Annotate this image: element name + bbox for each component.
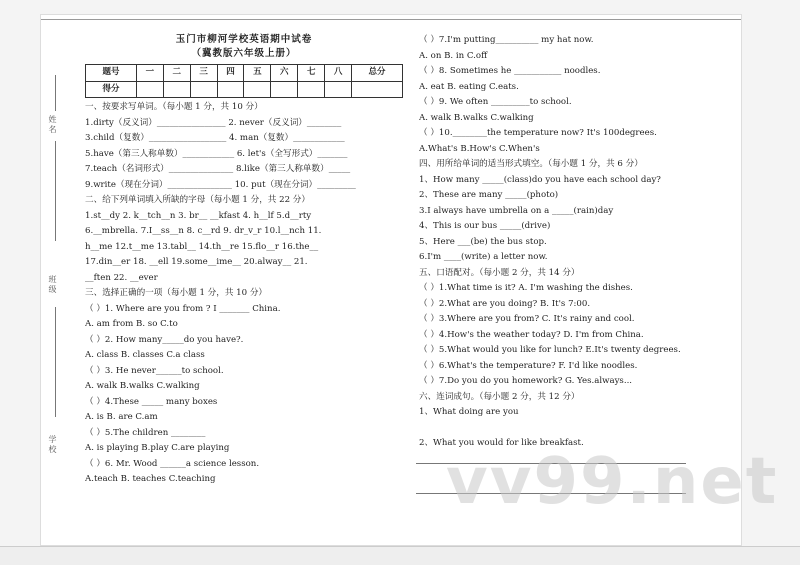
question-line: 6.__mbrella. 7.I__ss__n 8. c__rd 9. dr_v_r 10.l__nch 11.	[85, 226, 322, 236]
score-cell[interactable]	[190, 81, 217, 98]
question-line: （ ）1. Where are you from ? I _______ China.	[85, 303, 281, 314]
question-line: 4、This is our bus _____(drive)	[419, 221, 551, 231]
score-value-row	[86, 81, 403, 98]
question-line: A. on B. in C.off	[419, 50, 488, 61]
question-line: （ ）9. We often _________to school.	[419, 97, 572, 107]
score-header-cell: 五	[244, 65, 271, 82]
question-line: （ ）5.The children ________	[85, 427, 206, 438]
question-line: 1、What doing are you	[419, 407, 519, 417]
question-line: （ ）1.What time is it? A. I'm washing the dishes.	[419, 283, 633, 293]
question-line: （ ）3. He never______to school.	[85, 365, 224, 376]
score-cell[interactable]	[136, 81, 163, 98]
exam-page	[40, 14, 779, 546]
question-line: A. eat B. eating C.eats.	[419, 81, 519, 92]
score-header-cell: 总分	[352, 65, 403, 82]
score-header-cell: 一	[136, 65, 163, 82]
question-line: （ ）6. Mr. Wood ______a science lesson.	[85, 458, 260, 469]
score-row-label: 得分	[86, 81, 137, 98]
question-line: 六、连词成句。（每小题 2 分，共 12 分）	[419, 391, 580, 402]
question-line: 二、给下列单词填入所缺的字母（每小题 1 分，共 22 分）	[85, 195, 310, 205]
question-line: 3.child（复数）__________________ 4. man（复数）____________	[85, 133, 345, 143]
question-line: 9.write（现在分词）_______________ 10. put（现在分词）_________	[85, 179, 356, 190]
question-line: 1.dirty（反义词）________________ 2. never（反义词）________	[85, 117, 342, 128]
question-line: （ ）8. Sometimes he ___________ noodles.	[419, 66, 601, 76]
question-line: A.What's B.How's C.When's	[419, 143, 540, 154]
score-cell[interactable]	[217, 81, 244, 98]
score-cell[interactable]	[163, 81, 190, 98]
side-rule	[55, 307, 56, 417]
left-question-list	[85, 100, 403, 488]
question-line: （ ）7.Do you do you homework? G. Yes.always...	[419, 376, 633, 386]
question-line: （ ）2.What are you doing? B. It's 7:00.	[419, 298, 591, 309]
score-cell[interactable]	[244, 81, 271, 98]
question-line: __ften 22. __ever	[85, 272, 158, 283]
watermark: vv99.net	[446, 445, 779, 519]
question-line: 1、How many _____(class)do you have each school day?	[419, 174, 661, 185]
question-line: 6.I'm ____(write) a letter now.	[419, 252, 548, 262]
binding-margin	[47, 75, 77, 515]
question-line: （ ）5.What would you like for lunch? E.It's twenty degrees.	[419, 345, 681, 355]
right-column	[419, 33, 734, 467]
question-line: 5、Here ___(be) the bus stop.	[419, 236, 547, 247]
question-line: 7.teach（名词形式）_______________ 8.like（第三人称单数）_____	[85, 164, 351, 174]
right-question-list	[419, 33, 734, 467]
side-label-name: 姓名	[48, 115, 57, 135]
score-header-cell: 二	[163, 65, 190, 82]
side-label-school: 学校	[48, 435, 57, 455]
question-line: （ ）2. How many_____do you have?.	[85, 334, 244, 345]
question-line: A. am from B. so C.to	[85, 319, 178, 329]
question-line: （ ）4.These _____ many boxes	[85, 396, 218, 407]
score-header-cell: 六	[271, 65, 298, 82]
question-line: A. is playing B.play C.are playing	[85, 443, 230, 453]
question-line: 一、按要求写单词。（每小题 1 分，共 10 分）	[85, 102, 263, 112]
question-line: A. walk B.walks C.walking	[85, 381, 200, 391]
top-rule	[41, 19, 741, 20]
question-line: 17.din__er 18. __ell 19.some__ime__ 20.alway__ 21.	[85, 257, 308, 267]
score-header-row	[86, 65, 403, 82]
exam-subtitle: （冀教版六年级上册）	[191, 48, 297, 59]
score-header-cell: 八	[325, 65, 352, 82]
question-line: （ ）6.What's the temperature? F. I'd like noodles.	[419, 360, 638, 371]
exam-title: 玉门市柳河学校英语期中试卷	[175, 34, 313, 45]
question-line	[419, 421, 734, 437]
score-cell[interactable]	[271, 81, 298, 98]
score-header-cell: 四	[217, 65, 244, 82]
score-cell[interactable]	[298, 81, 325, 98]
side-rule	[55, 75, 56, 111]
score-header-cell: 七	[298, 65, 325, 82]
left-column	[85, 33, 403, 488]
question-line: 四、用所给单词的适当形式填空。（每小题 1 分，共 6 分）	[419, 159, 643, 169]
question-line: A. is B. are C.am	[85, 412, 158, 422]
question-line: 5.have（第三人称单数）____________ 6. let's（全写形式）_______	[85, 148, 348, 159]
score-cell[interactable]	[352, 81, 403, 98]
question-line: A. walk B.walks C.walking	[419, 112, 534, 123]
question-line: A. class B. classes C.a class	[85, 350, 205, 360]
score-header-cell: 题号	[86, 65, 137, 82]
question-line: （ ）10.________the temperature now? It's 100degrees.	[419, 128, 657, 138]
question-line: A.teach B. teaches C.teaching	[85, 474, 216, 484]
question-line: 3.I always have umbrella on a _____(rain)day	[419, 205, 614, 216]
score-cell[interactable]	[325, 81, 352, 98]
question-line: 1.st__dy 2. k__tch__n 3. br__ __kfast 4. h__lf 5.d__rty	[85, 210, 312, 221]
question-line: 2、What you would for like breakfast.	[419, 438, 584, 448]
score-table	[85, 64, 403, 98]
side-rule	[55, 141, 56, 241]
question-line: 五、口语配对。（每小题 2 分，共 14 分）	[419, 267, 580, 278]
question-line: （ ）3.Where are you from? C. It's rainy and cool.	[419, 314, 635, 324]
question-line: （ ）4.How's the weather today? D. I'm from China.	[419, 329, 644, 340]
question-line: 2、These are many _____(photo)	[419, 190, 559, 200]
side-label-class: 班级	[48, 275, 57, 295]
question-line: （ ）7.I'm putting__________ my hat now.	[419, 35, 594, 45]
score-header-cell: 三	[190, 65, 217, 82]
question-line: 三、选择正确的一项（每小题 1 分，共 10 分）	[85, 288, 268, 298]
question-line: h__me 12.t__me 13.tabl__ 14.th__re 15.flo__r 16.the__	[85, 241, 319, 252]
viewer-bottom-bar	[0, 546, 800, 565]
